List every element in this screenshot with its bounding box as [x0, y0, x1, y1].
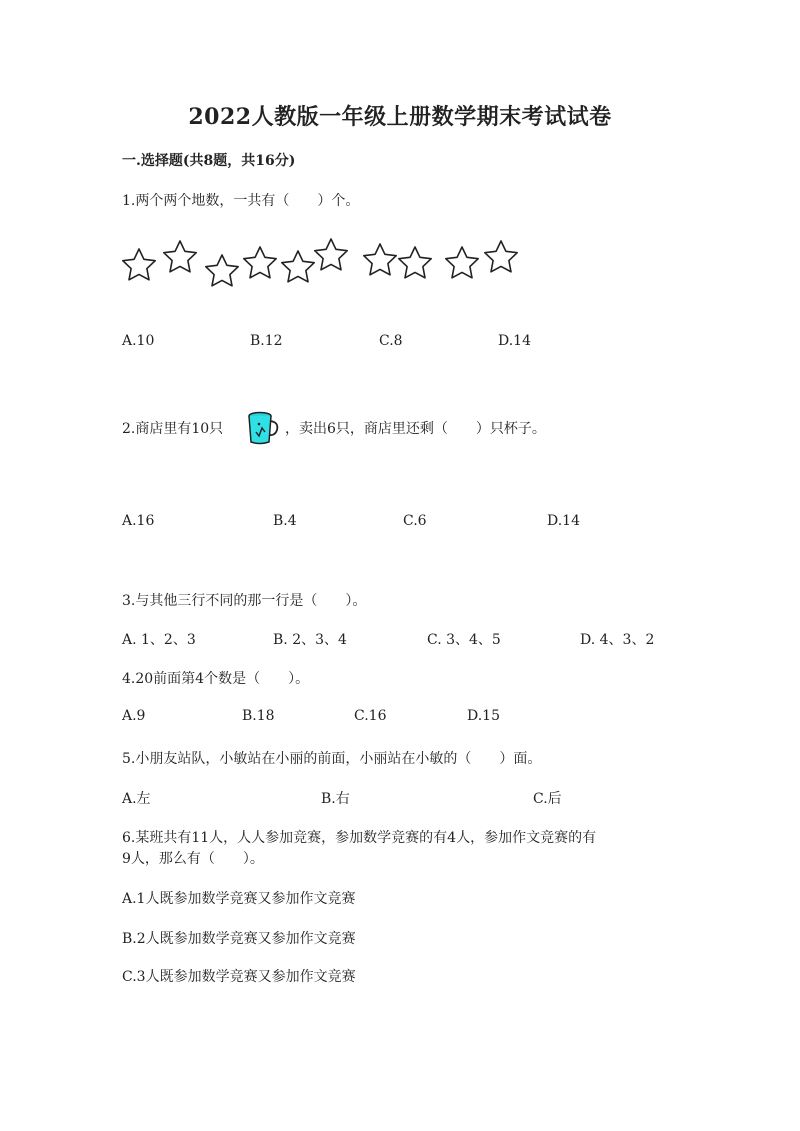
cup-icon	[245, 410, 281, 446]
q1-option-b[interactable]: B.12	[250, 333, 283, 349]
q6-option-b[interactable]: B.2人既参加数学竞赛又参加作文竞赛	[122, 931, 356, 947]
q4-option-d[interactable]: D.15	[467, 708, 500, 724]
stars-figure	[120, 238, 530, 298]
star-icon	[485, 241, 517, 272]
star-icon	[399, 247, 431, 278]
q6-option-a[interactable]: A.1人既参加数学竞赛又参加作文竞赛	[122, 891, 356, 907]
question-5-text: 5.小朋友站队，小敏站在小丽的前面，小丽站在小敏的（ ）面。	[122, 751, 542, 767]
star-icon	[206, 255, 238, 286]
q3-option-b[interactable]: B. 2、3、4	[273, 632, 347, 648]
q3-option-c[interactable]: C. 3、4、5	[427, 632, 501, 648]
question-6-line-2: 9人，那么有（ ）。	[122, 851, 264, 867]
q6-option-c[interactable]: C.3人既参加数学竞赛又参加作文竞赛	[122, 969, 356, 985]
star-icon	[315, 239, 347, 270]
q1-option-a[interactable]: A.10	[122, 333, 155, 349]
q4-option-b[interactable]: B.18	[242, 708, 275, 724]
q5-option-b[interactable]: B.右	[321, 791, 350, 807]
q2-option-b[interactable]: B.4	[273, 513, 297, 529]
question-6-line-1: 6.某班共有11人，人人参加竞赛，参加数学竞赛的有4人，参加作文竞赛的有	[122, 830, 597, 846]
q1-option-d[interactable]: D.14	[498, 333, 531, 349]
question-2-text-after: ，卖出6只，商店里还剩（ ）只杯子。	[285, 421, 546, 437]
question-4-text: 4.20前面第4个数是（ ）。	[122, 671, 310, 687]
star-icon	[244, 247, 276, 278]
q3-option-d[interactable]: D. 4、3、2	[580, 632, 655, 648]
q4-option-c[interactable]: C.16	[354, 708, 387, 724]
q3-option-a[interactable]: A. 1、2、3	[122, 632, 196, 648]
star-icon	[282, 251, 314, 282]
star-icon	[446, 247, 478, 278]
q2-option-a[interactable]: A.16	[122, 513, 155, 529]
q5-option-a[interactable]: A.左	[122, 791, 151, 807]
q2-option-c[interactable]: C.6	[403, 513, 427, 529]
q5-option-c[interactable]: C.后	[533, 791, 562, 807]
q2-option-d[interactable]: D.14	[547, 513, 580, 529]
star-icon	[164, 241, 196, 272]
page-title: 2022人教版一年级上册数学期末考试试卷	[188, 104, 612, 130]
question-1-text: 1.两个两个地数，一共有（ ）个。	[122, 193, 360, 209]
question-2-text-before: 2.商店里有10只	[122, 421, 224, 437]
q4-option-a[interactable]: A.9	[122, 708, 146, 724]
section-heading: 一.选择题(共8题，共16分)	[122, 153, 296, 169]
q1-option-c[interactable]: C.8	[379, 333, 403, 349]
star-icon	[364, 244, 396, 275]
question-3-text: 3.与其他三行不同的那一行是（ ）。	[122, 593, 367, 609]
star-icon	[123, 249, 155, 280]
